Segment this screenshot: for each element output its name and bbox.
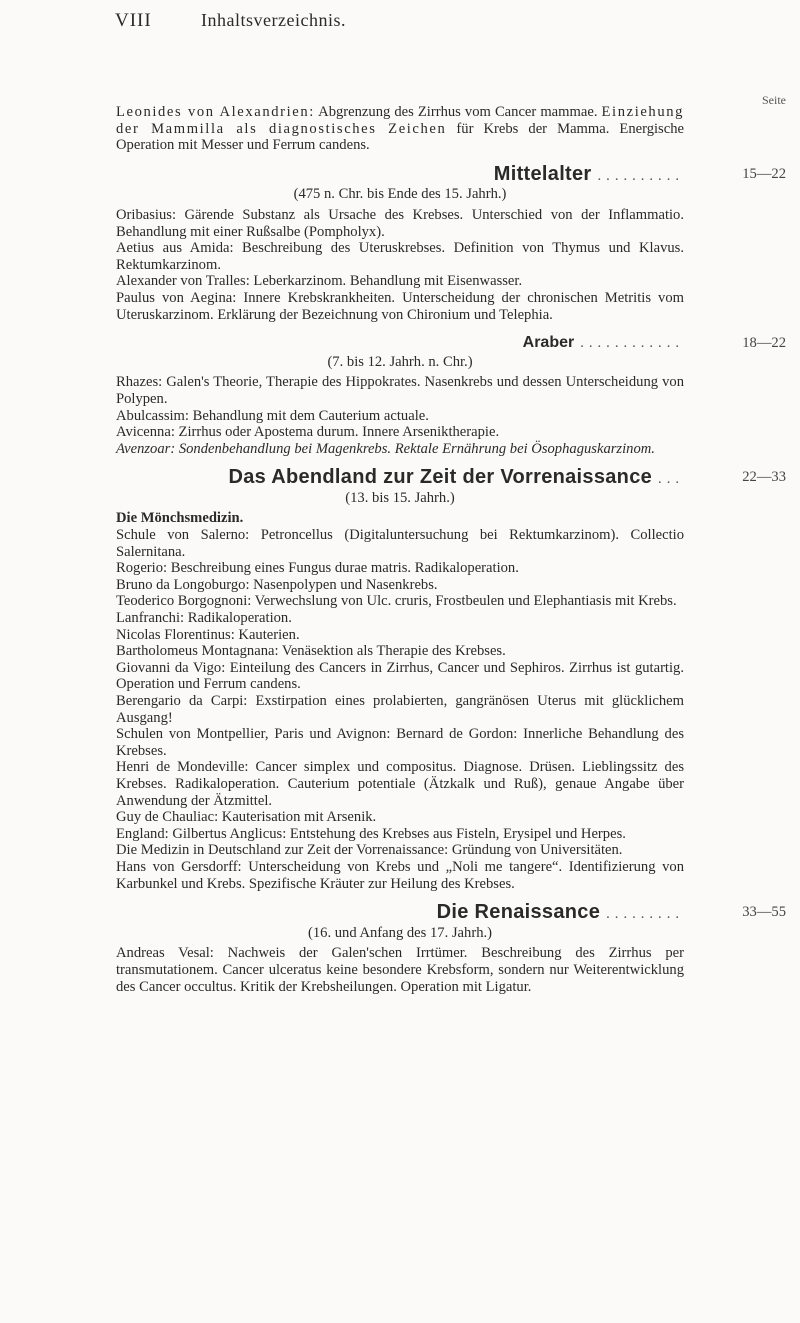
toc-entry: Nicolas Florentinus: Kauterien.	[116, 626, 300, 643]
toc-entry: Giovanni da Vigo: Einteilung des Cancers in Zirrhus, Cancer und Sephiros. Zirrhus ist gutartig. Operation und Ferrum candens.	[116, 659, 684, 693]
toc-entry: Aetius aus Amida: Beschreibung des Uteruskrebses. Definition von Thymus und Klavus. Rektumkarzinom.	[116, 240, 684, 273]
toc-entry: Abulcassim: Behandlung mit dem Cauterium actuale.	[116, 407, 429, 424]
toc-entry: Bruno da Longoburgo: Nasenpolypen und Nasenkrebs.	[116, 576, 438, 593]
toc-entry: Guy de Chauliac: Kauterisation mit Arsenik.	[116, 809, 377, 826]
intro-entry: Leonides von Alexandrien: Abgrenzung des Zirrhus vom Cancer mammae. Einziehung der Mammilla als diagnostisches Zeichen für Krebs der Mamma. Energische Operation mit Messer und Ferrum candens.	[116, 104, 685, 154]
toc-entry: Rogerio: Beschreibung eines Fungus durae matris. Radikaloperation.	[116, 560, 519, 577]
toc-entry: Oribasius: Gärende Substanz als Ursache des Krebses. Unterschied von der Inflammatio. Behandlung mit einer Rußsalbe (Pompholyx).	[116, 206, 684, 240]
toc-entry: Avenzoar: Sondenbehandlung bei Magenkrebs. Rektale Ernährung bei Ösophaguskarzinom.	[116, 440, 655, 457]
toc-entry: Lanfranchi: Radikaloperation.	[116, 610, 292, 627]
page-range: 18—22	[742, 335, 786, 352]
period-note: (16. und Anfang des 17. Jahrh.)	[307, 924, 492, 941]
section-heading-abendland: Das Abendland zur Zeit der Vorrenaissance ... 22—33	[228, 466, 786, 489]
page-range: 15—22	[742, 165, 786, 182]
toc-entry: Die Medizin in Deutschland zur Zeit der Vorrenaissance: Gründung von Universitäten.	[116, 842, 623, 859]
toc-entry: Hans von Gersdorff: Unterscheidung von Krebs und „Noli me tangere“. Identifizierung von Karbunkel und Krebs. Spezifische Kräuter zur Heilung des Krebses.	[116, 858, 684, 892]
period-note: (475 n. Chr. bis Ende des 15. Jahrh.)	[293, 186, 507, 203]
section-heading-araber: Araber ............ 18—22	[522, 334, 786, 352]
toc-entry: Alexander von Tralles: Leberkarzinom. Behandlung mit Eisenwasser.	[116, 273, 523, 290]
seite-label: Seite	[762, 93, 786, 107]
page-range: 33—55	[742, 904, 786, 921]
page-range: 22—33	[742, 469, 786, 486]
period-note: (7. bis 12. Jahrh. n. Chr.)	[327, 353, 473, 370]
section-heading-renaissance: Die Renaissance ......... 33—55	[436, 901, 786, 924]
toc-entry: Paulus von Aegina: Innere Krebskrankheiten. Unterscheidung der chronischen Metritis vom Uteruskarzinom. Erklärung der Bezeichnung von Chironium und Telephia.	[116, 289, 684, 323]
toc-entry: Henri de Mondeville: Cancer simplex und compositus. Diagnose. Drüsen. Lieblingssitz des Krebses. Radikaloperation. Cauterium potentiale (Ätzkalk und Ruß), genaue Angabe über Anwendung der Ätzmittel.	[116, 759, 684, 809]
page-header	[115, 10, 695, 50]
period-note: (13. bis 15. Jahrh.)	[345, 489, 455, 506]
running-title: Inhaltsverzeichnis.	[201, 10, 346, 30]
toc-entry: Berengario da Carpi: Exstirpation eines prolabierten, gangränösen Uterus mit glücklichem Ausgang!	[116, 693, 684, 726]
page-number: VIII	[115, 10, 152, 31]
toc-entry: Avicenna: Zirrhus oder Apostema durum. Innere Arseniktherapie.	[116, 424, 500, 441]
section-heading-mittelalter: Mittelalter .......... 15—22	[493, 162, 786, 185]
toc-entry: Bartholomeus Montagnana: Venäsektion als Therapie des Krebses.	[116, 643, 506, 660]
toc-entry: Schule von Salerno: Petroncellus (Digitaluntersuchung bei Rektumkarzinom). Collectio Salernitana.	[116, 527, 684, 560]
toc-content	[116, 93, 786, 995]
toc-entry: Rhazes: Galen's Theorie, Therapie des Hippokrates. Nasenkrebs und dessen Unterscheidung von Polypen.	[116, 374, 684, 407]
subsection-heading: Die Mönchsmedizin.	[116, 510, 244, 527]
toc-entry: Teoderico Borgognoni: Verwechslung von Ulc. cruris, Frostbeulen und Elephantiasis mit Krebs.	[116, 593, 677, 610]
toc-entry: Schulen von Montpellier, Paris und Avignon: Bernard de Gordon: Innerliche Behandlung des Krebses.	[116, 726, 684, 759]
toc-entry: Andreas Vesal: Nachweis der Galen'schen Irrtümer. Beschreibung des Zirrhus per transmutationem. Cancer ulceratus keine besondere Krebsform, sondern nur Weiterentwicklung des Cancer occultus. Kritik der Krebsheilungen. Operation mit Ligatur.	[116, 945, 684, 995]
toc-entry: England: Gilbertus Anglicus: Entstehung des Krebses aus Fisteln, Erysipel und Herpes.	[116, 825, 626, 842]
